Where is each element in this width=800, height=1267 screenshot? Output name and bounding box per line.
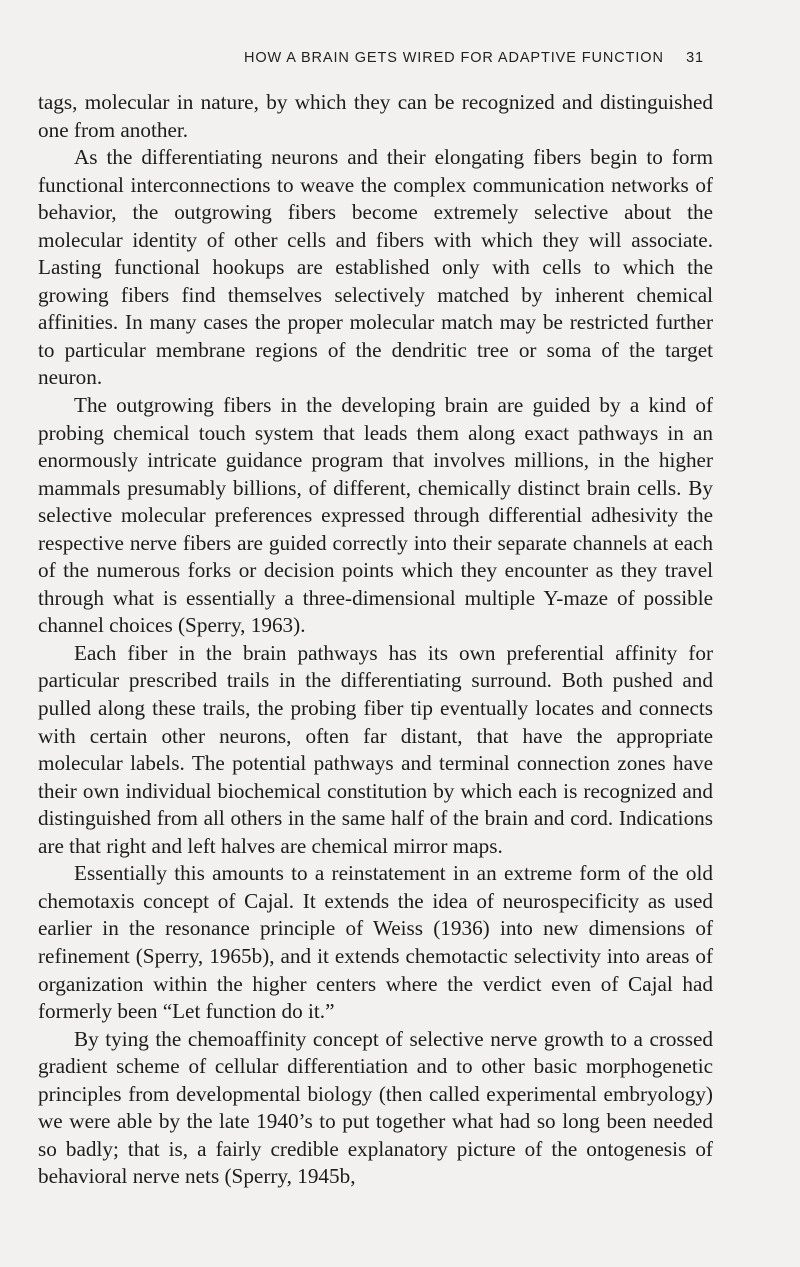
- paragraph: Essentially this amounts to a reinstatement in an extreme form of the old chemotaxis concept of Cajal. It extends the idea of neurospecificity as used earlier in the resonance principle of Weiss (1936) into new dimensions of refinement (Sperry, 1965b), and it extends chemotactic selectivity into areas of organization within the higher centers where the verdict even of Cajal had formerly been “Let function do it.”: [38, 861, 713, 1024]
- paragraph: tags, molecular in nature, by which they can be recognized and distinguished one from another.: [38, 90, 713, 142]
- paragraph: As the differentiating neurons and their elongating fibers begin to form functional interconnections to weave the complex communication networks of behavior, the outgrowing fibers become extremely selective about the molecular identity of other cells and fibers with which they will associate. Lasting functional hookups are established only with cells to which the growing fibers find themselves selectively matched by inherent chemical affinities. In many cases the proper molecular match may be restricted further to particular membrane regions of the dendritic tree or soma of the target neuron.: [38, 145, 713, 390]
- page-number: 31: [686, 50, 704, 66]
- paragraph: By tying the chemoaffinity concept of selective nerve growth to a crossed gradient scheme of cellular differentiation and to other basic morphogenetic principles from developmental biology (then called experimental embryology) we were able by the late 1940’s to put together what had so long been needed so badly; that is, a fairly credible explanatory picture of the ontogenesis of behavioral nerve nets (Sperry, 1945b,: [38, 1026, 713, 1189]
- body-text: [38, 89, 713, 1191]
- paragraph: Each fiber in the brain pathways has its own preferential affinity for particular prescribed trails in the differentiating surround. Both pushed and pulled along these trails, the probing fiber tip eventually locates and connects with certain other neurons, often far distant, that have the appropriate molecular labels. The potential pathways and terminal connection zones have their own individual biochemical constitution by which each is recognized and distinguished from all others in the same half of the brain and cord. Indications are that right and left halves are chemical mirror maps.: [38, 640, 713, 858]
- running-header: [244, 50, 704, 66]
- paragraph: The outgrowing fibers in the developing brain are guided by a kind of probing chemical touch system that leads them along exact pathways in an enormously intricate guidance program that involves millions, in the higher mammals presumably billions, of different, chemically distinct brain cells. By selective molecular preferences expressed through differential adhesivity the respective nerve fibers are guided correctly into their separate channels at each of the numerous forks or decision points which they encounter as they travel through what is essentially a three-dimensional multiple Y-maze of possible channel choices (Sperry, 1963).: [38, 393, 713, 638]
- running-title: HOW A BRAIN GETS WIRED FOR ADAPTIVE FUNCTION: [244, 50, 664, 66]
